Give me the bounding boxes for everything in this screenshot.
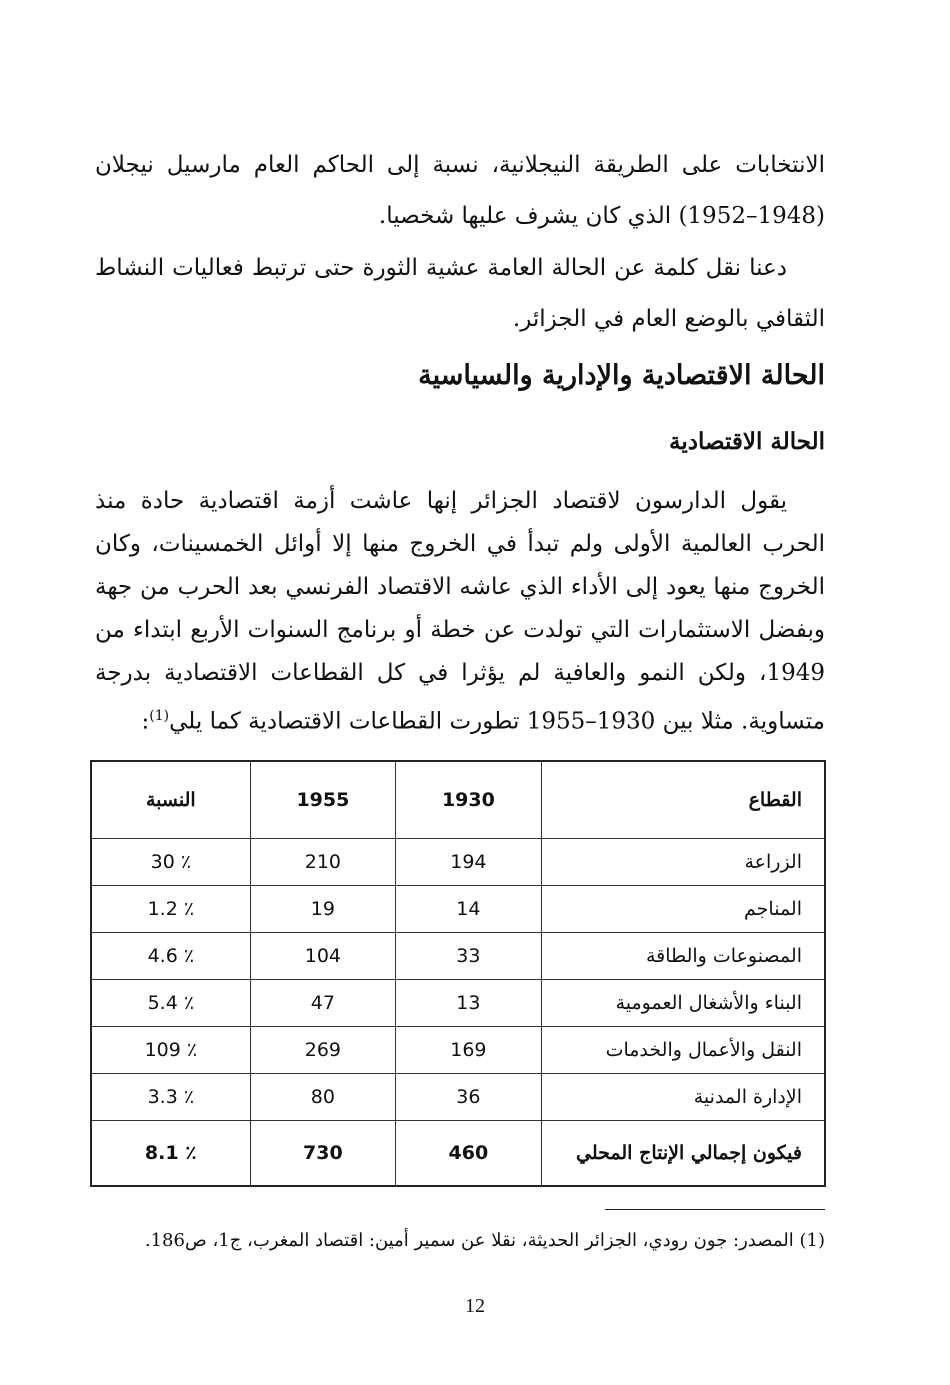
header-1955-text: 1955	[296, 789, 350, 811]
paragraph-economy-text: يقول الدارسون لاقتصاد الجزائر إنها عاشت أزمة اقتصادية حادة منذ الحرب العالمية الأولى ولم تبدأ في الخروج منها إلا أوائل الخمسينات، وكان الخروج منها يعود إلى الأداء الذي عاشه الاقتصاد الفرنسي بعد الحرب من جهة وبفضل الاستثمارات التي تولدت عن خطة أو برنامج السنوات الأربع ابتداء من 1949، ولكن النمو والعافية لم يؤثرا في كل القطاعات الاقتصادية بدرجة متساوية. مثلا بين 1930–1955 تطورت القطاعات الاقتصادية كما يلي	[95, 488, 825, 735]
page-number: 12	[465, 1295, 485, 1317]
table-row	[91, 1027, 825, 1074]
header-1955	[250, 761, 396, 839]
cell-ratio	[91, 839, 250, 886]
cell-sector: الزراعة	[541, 839, 825, 886]
total-1955	[250, 1121, 396, 1187]
cell-ratio-value: 30 ٪	[150, 851, 192, 873]
cell-1930	[396, 933, 542, 980]
subsection-heading: الحالة الاقتصادية	[669, 428, 825, 455]
cell-1955	[250, 1027, 396, 1074]
table-row	[91, 933, 825, 980]
cell-1955-value: 210	[304, 851, 342, 873]
paragraph-economy	[95, 480, 825, 744]
total-1955-value: 730	[303, 1142, 343, 1164]
cell-1930-value: 169	[450, 1039, 487, 1061]
header-1930-text: 1930	[441, 789, 495, 811]
cell-1930-value: 36	[456, 1086, 481, 1108]
cell-ratio-value: 3.3 ٪	[147, 1086, 195, 1108]
cell-1930	[396, 839, 542, 886]
sector-table	[90, 760, 826, 1187]
header-ratio: النسبة	[91, 761, 250, 839]
cell-1955	[250, 1074, 396, 1121]
cell-sector: الإدارة المدنية	[541, 1074, 825, 1121]
header-1930	[396, 761, 542, 839]
table-row	[91, 1074, 825, 1121]
footnote-reference: (1)	[149, 708, 170, 724]
cell-1930	[396, 1074, 542, 1121]
cell-sector: المصنوعات والطاقة	[541, 933, 825, 980]
total-sector: فيكون إجمالي الإنتاج المحلي	[541, 1121, 825, 1187]
cell-1930-value: 13	[456, 992, 481, 1014]
cell-ratio-value: 5.4 ٪	[147, 992, 195, 1014]
cell-ratio-value: 4.6 ٪	[147, 945, 195, 967]
cell-1930	[396, 980, 542, 1027]
cell-1955	[250, 839, 396, 886]
table-row	[91, 839, 825, 886]
cell-1955	[250, 980, 396, 1027]
cell-sector: النقل والأعمال والخدمات	[541, 1027, 825, 1074]
footnote-divider	[605, 1209, 825, 1210]
cell-sector: المناجم	[541, 886, 825, 933]
total-ratio-value: 8.1 ٪	[144, 1142, 197, 1164]
total-1930-value: 460	[448, 1142, 489, 1164]
table-header-row	[91, 761, 825, 839]
cell-1930-value: 33	[456, 945, 481, 967]
cell-ratio-value: 109 ٪	[144, 1039, 198, 1061]
cell-sector: البناء والأشغال العمومية	[541, 980, 825, 1027]
cell-ratio-value: 1.2 ٪	[147, 898, 195, 920]
cell-1955	[250, 933, 396, 980]
cell-1955	[250, 886, 396, 933]
cell-ratio	[91, 886, 250, 933]
total-1930	[396, 1121, 542, 1187]
table-row	[91, 980, 825, 1027]
cell-1930-value: 194	[450, 851, 487, 873]
section-heading: الحالة الاقتصادية والإدارية والسياسية	[418, 360, 825, 391]
footnote: (1) المصدر: جون رودي، الجزائر الحديثة، نقلا عن سمير أمين: اقتصاد المغرب، ج1، ص186.	[144, 1230, 825, 1251]
total-ratio	[91, 1121, 250, 1187]
cell-1930-value: 14	[456, 898, 481, 920]
paragraph-transition: دعنا نقل كلمة عن الحالة العامة عشية الثورة حتى ترتبط فعاليات النشاط الثقافي بالوضع العام في الجزائر.	[95, 255, 825, 332]
cell-1930	[396, 886, 542, 933]
paragraph-intro: الانتخابات على الطريقة النيجلانية، نسبة إلى الحاكم العام مارسيل نيجلان (1948–1952) الذي كان يشرف عليها شخصيا.	[95, 152, 825, 229]
cell-1955-value: 104	[304, 945, 342, 967]
table-total-row	[91, 1121, 825, 1187]
cell-1930	[396, 1027, 542, 1074]
cell-1955-value: 269	[304, 1039, 342, 1061]
header-sector: القطاع	[541, 761, 825, 839]
cell-1955-value: 47	[310, 992, 335, 1014]
cell-1955-value: 19	[310, 898, 335, 920]
cell-ratio	[91, 1027, 250, 1074]
cell-ratio	[91, 933, 250, 980]
cell-ratio	[91, 980, 250, 1027]
paragraph-economy-colon: :	[141, 708, 150, 735]
cell-1955-value: 80	[310, 1086, 335, 1108]
cell-ratio	[91, 1074, 250, 1121]
table-row	[91, 886, 825, 933]
